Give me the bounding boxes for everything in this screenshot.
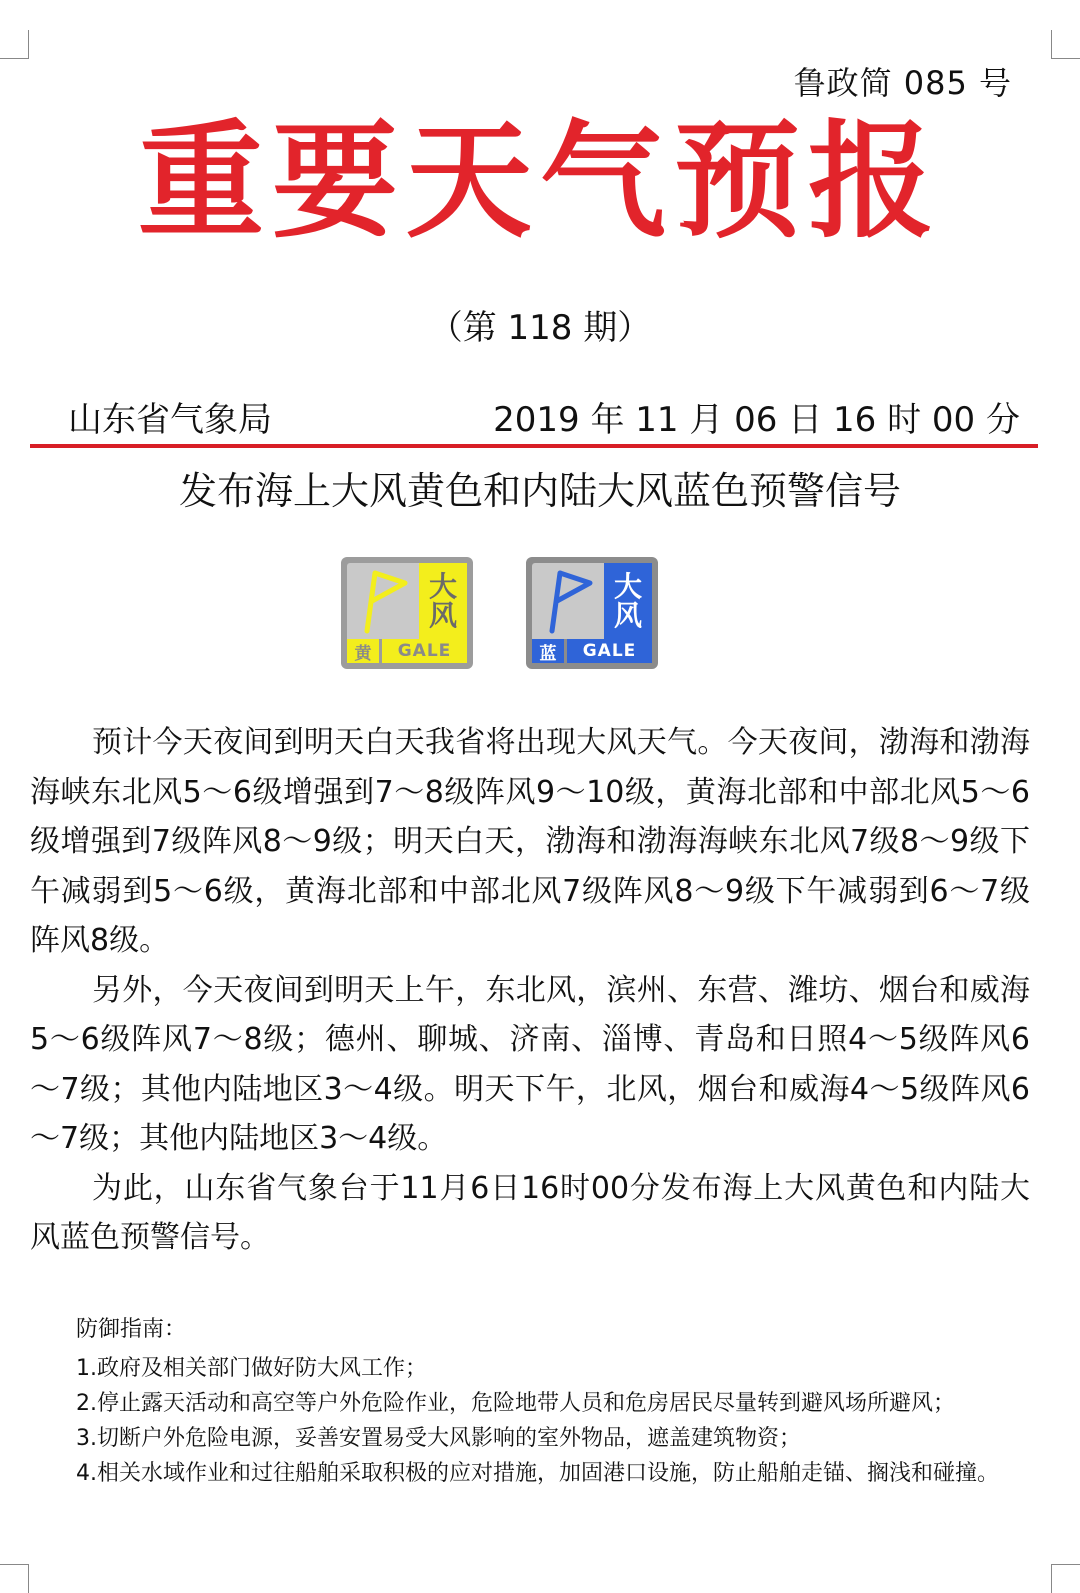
issue-datetime: 2019 年 11 月 06 日 16 时 00 分 [493, 400, 1020, 440]
yellow-gale-warning-signal [341, 557, 473, 669]
wind-flag-icon [532, 563, 602, 639]
guide-item: 3.切断户外危险电源，妥善安置易受大风影响的室外物品，遮盖建筑物资； [76, 1426, 801, 1451]
guide-item: 1.政府及相关部门做好防大风工作； [76, 1356, 427, 1381]
red-divider [30, 444, 1038, 448]
issuing-agency: 山东省气象局 [68, 400, 272, 440]
defense-guide [30, 1312, 1030, 1491]
guide-title: 防御指南： [76, 1317, 187, 1342]
wind-flag-icon [347, 563, 417, 639]
guide-item: 4.相关水域作业和过往船舶采取积极的应对措施，加固港口设施，防止船舶走锚、搁浅和碰撞。 [76, 1461, 999, 1486]
gale-word: 大 风 [419, 563, 467, 639]
gale-label: GALE [564, 639, 652, 663]
gale-word: 大 风 [604, 563, 652, 639]
warning-subtitle: 发布海上大风黄色和内陆大风蓝色预警信号 [178, 469, 901, 513]
signal-footer [347, 639, 467, 663]
signal-footer [532, 639, 652, 663]
forecast-paragraph: 另外，今天夜间到明天上午，东北风，滨州、东营、潍坊、烟台和威海5～6级阵风7～8级；德州、聊城、济南、淄博、青岛和日照4～5级阵风6～7级；其他内陆地区3～4级。明天下午，北风，烟台和威海4～5级阵风6～7级；其他内陆地区3～4级。 [30, 972, 1030, 1156]
signal-level-label: 黄 [347, 639, 379, 663]
crop-mark-bottom-right [1051, 1564, 1080, 1593]
page-title: 重要天气预报 [138, 107, 942, 255]
forecast-paragraph: 预计今天夜间到明天白天我省将出现大风天气。今天夜间，渤海和渤海海峡东北风5～6级增强到7～8级阵风9～10级，黄海北部和中部北风5～6级增强到7级阵风8～9级；明天白天，渤海和渤海海峡东北风7级8～9级下午减弱到5～6级，黄海北部和中部北风7级阵风8～9级下午减弱到6～7级阵风8级。 [30, 725, 1030, 958]
issue-number: （第 118 期） [428, 308, 652, 348]
forecast-body [30, 718, 1030, 1263]
forecast-paragraph: 为此，山东省气象台于11月6日16时00分发布海上大风黄色和内陆大风蓝色预警信号。 [30, 1170, 1030, 1255]
crop-mark-top-right [1051, 30, 1080, 59]
crop-mark-bottom-left [0, 1564, 29, 1593]
document-number: 鲁政简 085 号 [793, 64, 1012, 102]
signal-level-label: 蓝 [532, 639, 564, 663]
gale-label: GALE [379, 639, 467, 663]
guide-item: 2.停止露天活动和高空等户外危险作业，危险地带人员和危房居民尽量转到避风场所避风； [76, 1391, 955, 1416]
blue-gale-warning-signal [526, 557, 658, 669]
crop-mark-top-left [0, 30, 29, 59]
